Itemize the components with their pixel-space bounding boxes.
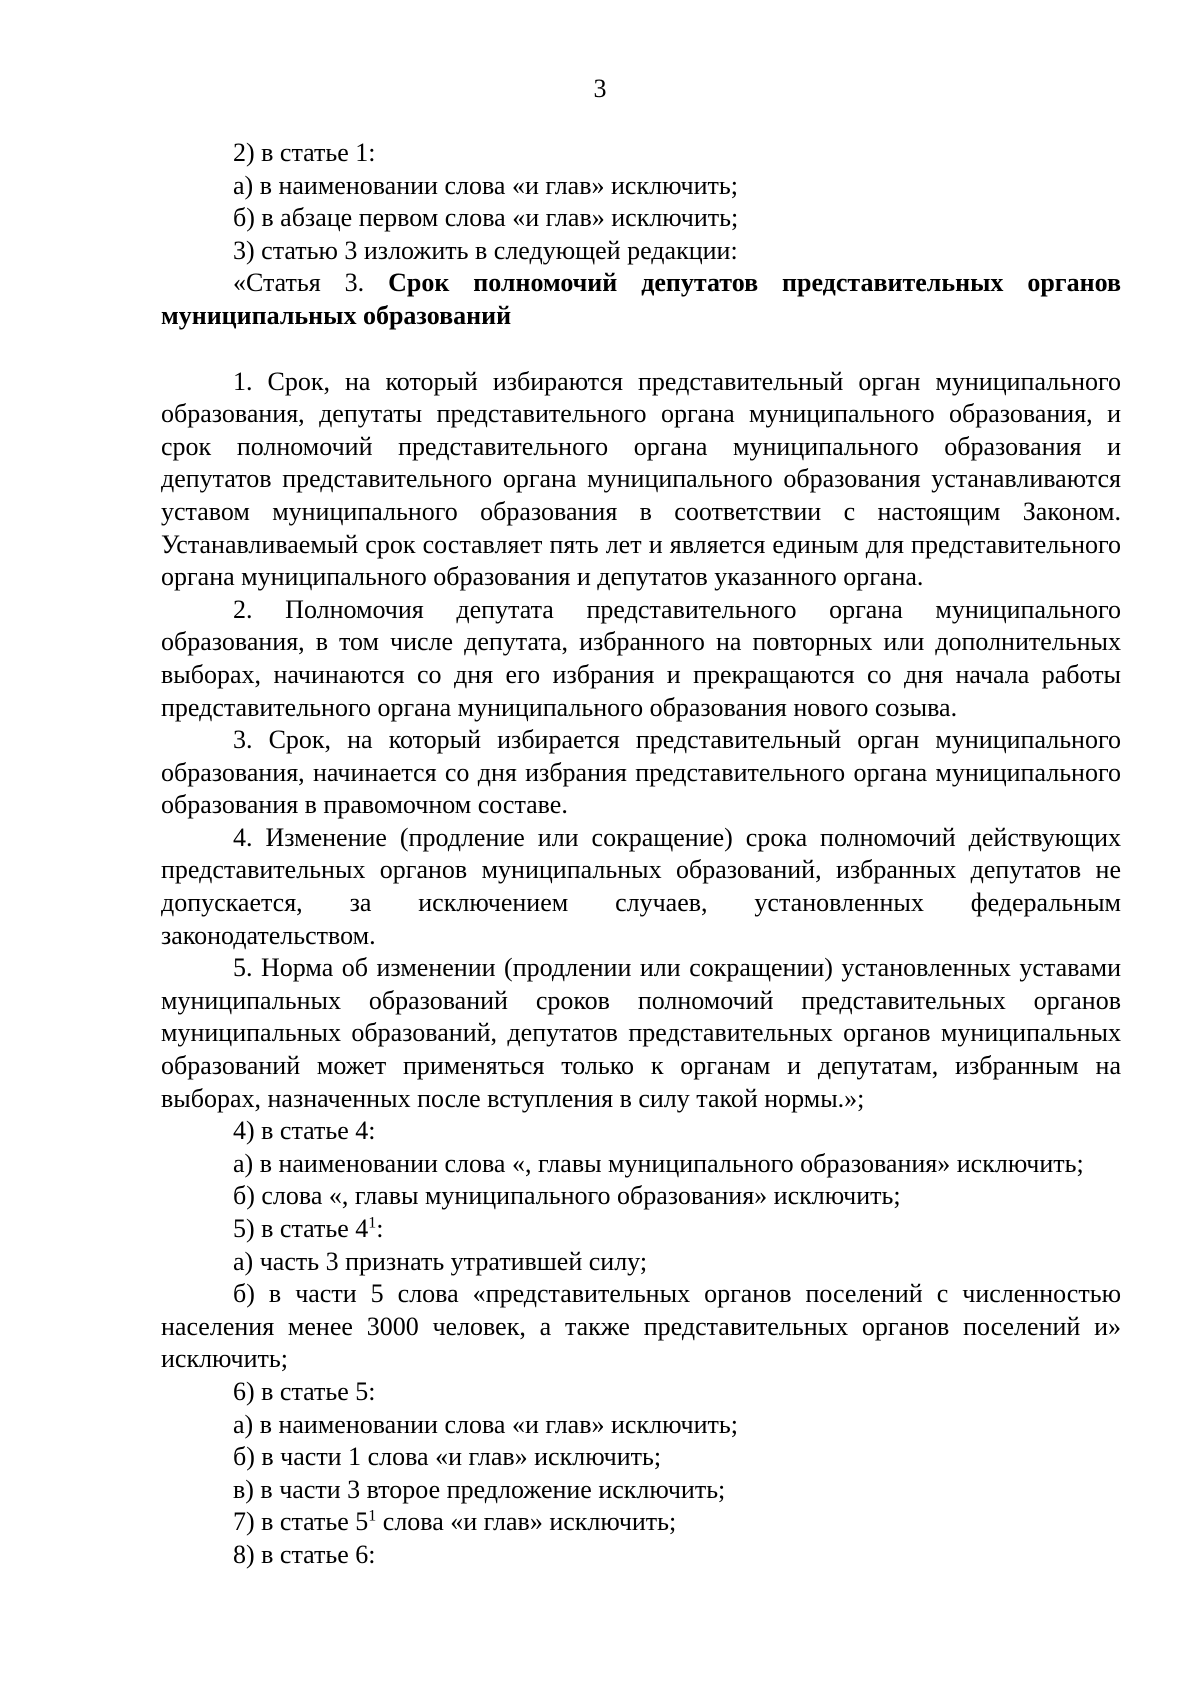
paragraph: б) в части 1 слова «и глав» исключить; (233, 1442, 662, 1472)
paragraph: в) в части 3 второе предложение исключить; (233, 1474, 726, 1504)
paragraph: б) в части 5 слова «представительных органов поселений с численностью населения менее 3000 человек, а также представительных органов поселений и» исключить; (161, 1279, 1121, 1374)
article-3-prefix: «Статья 3. (233, 268, 389, 298)
paragraph: 2. Полномочия депутата представительного органа муниципального образования, в том числе депутата, избранного на повторных или дополнительных выборах, начинаются со дня его избрания и прекращаются со дня начала работы представительного органа муниципального образования нового созыва. (161, 594, 1121, 722)
paragraph: 6) в статье 5: (233, 1376, 376, 1406)
superscript: 1 (368, 1507, 377, 1525)
paragraph-text: 7) в статье 5 (233, 1507, 369, 1537)
paragraph-text: : (376, 1214, 384, 1243)
article-3-heading (161, 267, 1121, 332)
paragraph-text: 5) в статье 4 (233, 1214, 369, 1243)
paragraph (161, 1213, 1121, 1246)
paragraph: 2) в статье 1: (233, 138, 376, 167)
paragraph: 4. Изменение (продление или сокращение) срока полномочий действующих представительных органов муниципальных образований, избранных депутатов не допускается, за исключением случаев, установленных федеральным законодательством. (161, 822, 1121, 950)
article-3-title: Срок полномочий депутатов представительных органов муниципальных образований (161, 268, 1121, 330)
paragraph: а) в наименовании слова «и глав» исключить; (233, 1409, 738, 1439)
paragraph: б) в абзаце первом слова «и глав» исключить; (233, 203, 739, 233)
paragraph: 3) статью 3 изложить в следующей редакции: (233, 235, 738, 265)
paragraph: а) в наименовании слова «и глав» исключить; (233, 170, 738, 200)
paragraph: 1. Срок, на который избираются представительный орган муниципального образования, депутаты представительного органа муниципального образования, и срок полномочий представительного органа муниципального образования и депутатов представительного органа муниципального образования устанавливаются уставом муниципального образования в соответствии с настоящим Законом. Устанавливаемый срок составляет пять лет и является единым для представительного органа муниципального образования и депутатов указанного органа. (161, 366, 1121, 592)
blank-line (161, 333, 1121, 366)
paragraph: а) в наименовании слова «, главы муниципального образования» исключить; (233, 1148, 1084, 1178)
document-body (161, 137, 1121, 1572)
page-number: 3 (593, 74, 607, 103)
paragraph: 3. Срок, на который избирается представительный орган муниципального образования, начинается со дня избрания представительного органа муниципального образования в правомочном составе. (161, 725, 1121, 820)
paragraph: б) слова «, главы муниципального образования» исключить; (233, 1181, 901, 1211)
paragraph-text: слова «и глав» исключить; (376, 1507, 677, 1537)
paragraph: 4) в статье 4: (233, 1116, 376, 1146)
superscript: 1 (368, 1214, 377, 1232)
paragraph: а) часть 3 признать утратившей силу; (233, 1246, 648, 1276)
paragraph (161, 1506, 1121, 1539)
paragraph: 5. Норма об изменении (продлении или сокращении) установленных уставами муниципальных образований сроков полномочий представительных органов муниципальных образований, депутатов представительных органов муниципальных образований может применяться только к органам и депутатам, избранным на выборах, назначенных после вступления в силу такой нормы.»; (161, 953, 1121, 1113)
paragraph: 8) в статье 6: (233, 1539, 376, 1569)
